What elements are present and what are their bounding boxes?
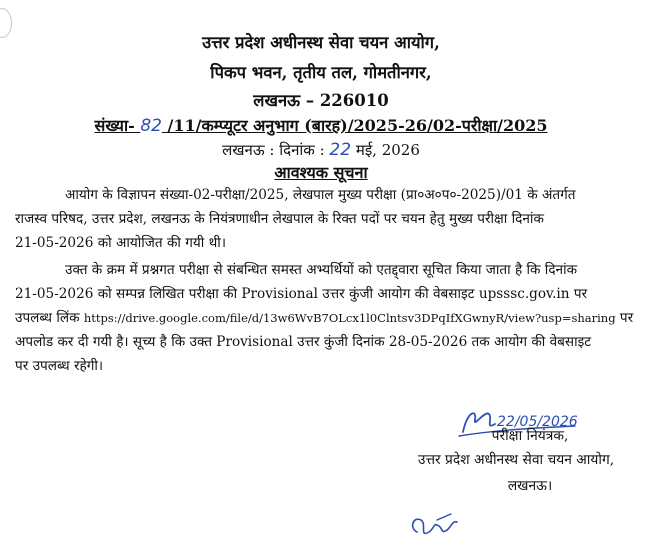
paragraph-1 [15,183,627,255]
designation-line-2: उत्तर प्रदेश अधीनस्थ सेवा चयन आयोग, [417,452,615,468]
date-prefix: लखनऊ : दिनांक : [222,141,325,159]
date-line [0,140,642,160]
designation-line-3: लखनऊ। [507,478,553,494]
designation-line-1: परीक्षा नियंत्रक, [491,428,569,444]
paragraph-1-line-3: 21-05-2026 को आयोजित की गयी थी। [15,235,226,251]
link-suffix: पर [619,310,634,326]
initial-mark [407,510,467,546]
paragraph-2 [15,258,634,378]
notice-title: आवश्यक सूचना [274,163,368,182]
signature-date: 22/05/2026 [497,414,578,430]
paragraph-2-line-3 [15,306,634,330]
letterhead-line-2: पिकप भवन, तृतीय तल, गोमतीनगर, [210,63,432,82]
handwritten-reference-no: 82 [140,116,162,136]
paragraph-2-line-5: पर उपलब्ध रहेगी। [15,358,104,374]
letterhead-line-3: लखनऊ – 226010 [253,91,389,110]
paragraph-2-line-1: उक्त के क्रम में प्रश्नगत परीक्षा से संबन्धित समस्त अभ्यर्थियों को एतद्द्वारा सूचित किया जाता है कि दिनांक [65,262,578,278]
answer-key-link[interactable]: https://drive.google.com/file/d/13w6WvB7OLcx1l0Clntsv3DPqIfXGwnyR/view?usp=sharing [83,311,616,325]
paragraph-2-line-4: अपलोड कर दी गयी है। सूच्य है कि उक्त Provisional उत्तर कुंजी दिनांक 28-05-2026 तक आयोग की वेबसाइट [15,334,592,350]
link-prefix: उपलब्ध लिंक [15,310,80,326]
paragraph-1-line-2: राजस्व परिषद, उत्तर प्रदेश, लखनऊ के नियंत्रणाधीन लेखपाल के रिक्त पदों पर चयन हेतु मुख्य परीक्षा दिनांक [15,211,544,227]
paragraph-2-line-2: 21-05-2026 को सम्पन्न लिखित परीक्षा की Provisional उत्तर कुंजी आयोग की वेबसाइट upsssc.gov.in पर [15,286,588,302]
reference-suffix: /11/कम्प्यूटर अनुभाग (बारह)/2025-26/02-परीक्षा/2025 [167,116,548,135]
paragraph-1-line-1: आयोग के विज्ञापन संख्या-02-परीक्षा/2025, लेखपाल मुख्य परीक्षा (प्रा०अ०प०-2025)/01 के अंतर्गत [65,187,576,203]
reference-number [0,116,642,136]
reference-prefix: संख्या- [94,116,135,135]
date-suffix: मई, 2026 [355,141,420,159]
letterhead-line-1: उत्तर प्रदेश अधीनस्थ सेवा चयन आयोग, [202,33,440,52]
handwritten-date-day: 22 [329,140,352,160]
